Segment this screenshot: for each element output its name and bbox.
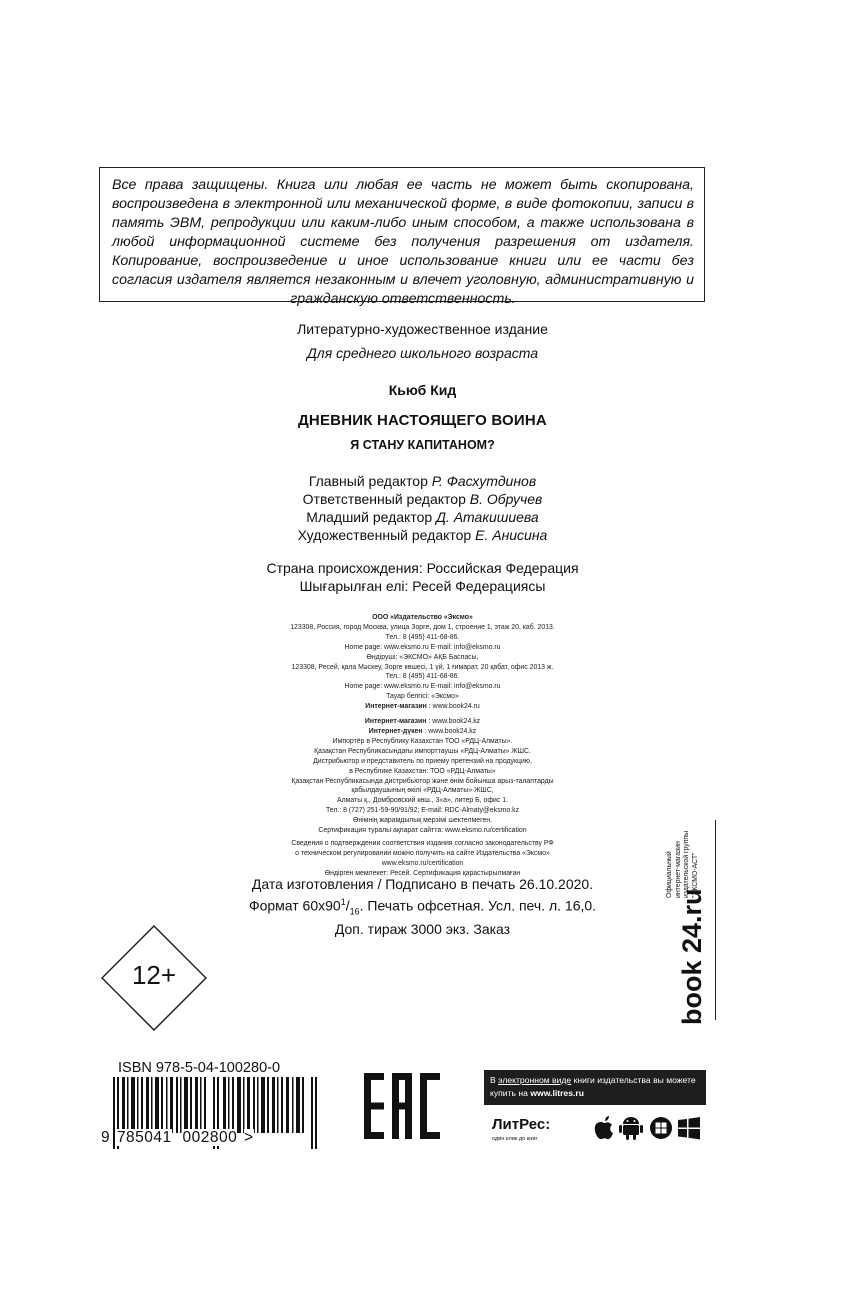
book-subtitle: Я СТАНУ КАПИТАНОМ?: [350, 438, 495, 452]
imprint-line: Интернет-магазин : www.book24.ru: [365, 703, 480, 711]
imprint-line: Өндірген мемлекет: Ресей. Сертификация қарастырылмаған: [324, 869, 521, 877]
isbn: ISBN 978-5-04-100280-0: [118, 1060, 281, 1076]
imprint-line: Дистрибьютор и представитель по приему претензий на продукцию,: [313, 757, 532, 765]
audience-note: Для среднего школьного возраста: [306, 345, 539, 361]
imprint-line: Интернет-дүкен : www.book24.kz: [368, 727, 477, 735]
staff-row: Младший редактор Д. Атакишиева: [306, 509, 539, 525]
age-rating: 12+: [131, 960, 177, 990]
imprint-line: Тауар белгісі: «Эксмо»: [386, 693, 459, 701]
litres-site[interactable]: www.litres.ru: [530, 1088, 584, 1098]
imprint-line: қабылдаушының өкілі «РДЦ-Алматы» ЖШС,: [351, 787, 494, 795]
litres-tagline: один клик до книг: [492, 1136, 538, 1142]
official-store-note: Официальный интернет-магазин издательской группы "ЭКСМО-АСТ": [666, 830, 699, 898]
publisher-name: ООО «Издательство «Эксмо»: [372, 614, 473, 621]
imprint-line: 123308, Ресей, қала Мәскеу, Зорге көшесі, 1 үй, 1 ғимарат, 20 қабат, офис 2013 ж.: [291, 663, 554, 671]
origin-ru: Страна происхождения: Российская Федерация: [266, 560, 579, 576]
platform-icons: [592, 1115, 702, 1141]
imprint-line: Қазақстан Республикасында дистрибьютор және өнім бойынша арыз-талаптарды: [291, 777, 554, 785]
imprint-line: Сведения о подтверждении соответствия издания согласно законодательству РФ: [291, 839, 554, 847]
ebook-link[interactable]: электронном виде: [498, 1075, 572, 1085]
book-title: ДНЕВНИК НАСТОЯЩЕГО ВОИНА: [298, 412, 547, 429]
imprint-line: www.eksmo.ru/certification: [381, 859, 464, 867]
imprint-line: Интернет-магазин : www.book24.kz: [364, 718, 481, 726]
imprint-line: о техническом регулировании можно получить на сайте Издательства «Эксмо»: [295, 849, 550, 857]
author-name: Кьюб Кид: [388, 382, 457, 398]
editorial-staff: [0, 472, 845, 544]
publisher-imprint: [0, 613, 845, 879]
imprint-line: Сертификация туралы ақпарат сайтта: www.eksmo.ru/certification: [318, 827, 527, 835]
country-of-origin: [0, 559, 845, 595]
imprint-line: Импортёр в Республику Казахстан ТОО «РДЦ-Алматы».: [332, 737, 513, 745]
imprint-line: Өнімнің жарамдылық мерзімі шектелмеген.: [352, 817, 493, 825]
imprint-line: Тел.: 8 (495) 411-68-86.: [385, 673, 460, 681]
eac-certification-mark: [364, 1073, 440, 1139]
barcode-digits: 9 785041 002800 >: [101, 1129, 254, 1146]
origin-kz: Шығарылған елі: Ресей Федерациясы: [299, 578, 546, 594]
imprint-line: Қазақстан Республикасындағы импорттаушы «РДЦ-Алматы» ЖШС.: [314, 747, 531, 755]
imprint-line: Тел.: 8 (727) 251-59-90/91/92; E-mail: RDC-Almaty@eksmo.kz: [325, 807, 520, 815]
apple-icon: [595, 1116, 613, 1139]
imprint-line: Өндіруші: «ЭКСМО» АҚБ Баспасы,: [366, 653, 479, 661]
edition-type: Литературно-художественное издание: [297, 321, 548, 337]
staff-row: Художественный редактор Е. Анисина: [297, 527, 548, 543]
print-run: Доп. тираж 3000 экз. Заказ: [334, 921, 511, 938]
print-date: Дата изготовления / Подписано в печать 26.10.2020.: [251, 876, 594, 892]
imprint-line: Алматы қ., Домбровский көш., 3«а», литер Б, офис 1.: [337, 797, 508, 805]
litres-banner: В электронном виде книги издательства вы можете купить на www.litres.ru: [484, 1070, 706, 1105]
windows-icon: [678, 1117, 700, 1140]
litres-logo: ЛитРес:: [492, 1116, 551, 1133]
book24-logo: book 24.ru: [677, 888, 707, 1025]
litres-block: [484, 1070, 706, 1158]
print-format: Формат $60х90^1/_{16}$. Печать офсетная. Усл. печ. л. 16,0.: [248, 897, 597, 917]
copyright-text: Все права защищены. Книга или любая ее часть не может быть скопирована, воспроизведена в электронной или механической форме, в виде фотокопии, записи в память ЭВМ, репродукции или каким-либо иным способом, а также использована в любой информационной системе без получения разрешения от издателя. Копирование, воспроизведение и иное использование книги или ее части без согласия издателя является незаконным и влечет уголовную, административную и гражданскую ответственность.: [112, 177, 694, 307]
imprint-line: Home page: www.eksmo.ru E-mail: info@eksmo.ru: [344, 643, 501, 651]
staff-row: Главный редактор Р. Фасхутдинов: [308, 473, 537, 489]
copyright-notice-box: [99, 167, 705, 307]
imprint-line: Home page: www.eksmo.ru E-mail: info@eksmo.ru: [344, 683, 501, 691]
imprint-line: 123308, Россия, город Москва, улица Зорге, дом 1, строение 1, этаж 20, каб. 2013.: [290, 623, 555, 631]
android-icon: [619, 1117, 643, 1140]
imprint-line: в Республике Казахстан: ТОО «РДЦ-Алматы»: [349, 767, 496, 775]
imprint-line: Тел.: 8 (495) 411-68-86.: [385, 633, 460, 641]
staff-row: Ответственный редактор В. Обручев: [302, 491, 543, 507]
windows-phone-icon: [650, 1117, 672, 1139]
